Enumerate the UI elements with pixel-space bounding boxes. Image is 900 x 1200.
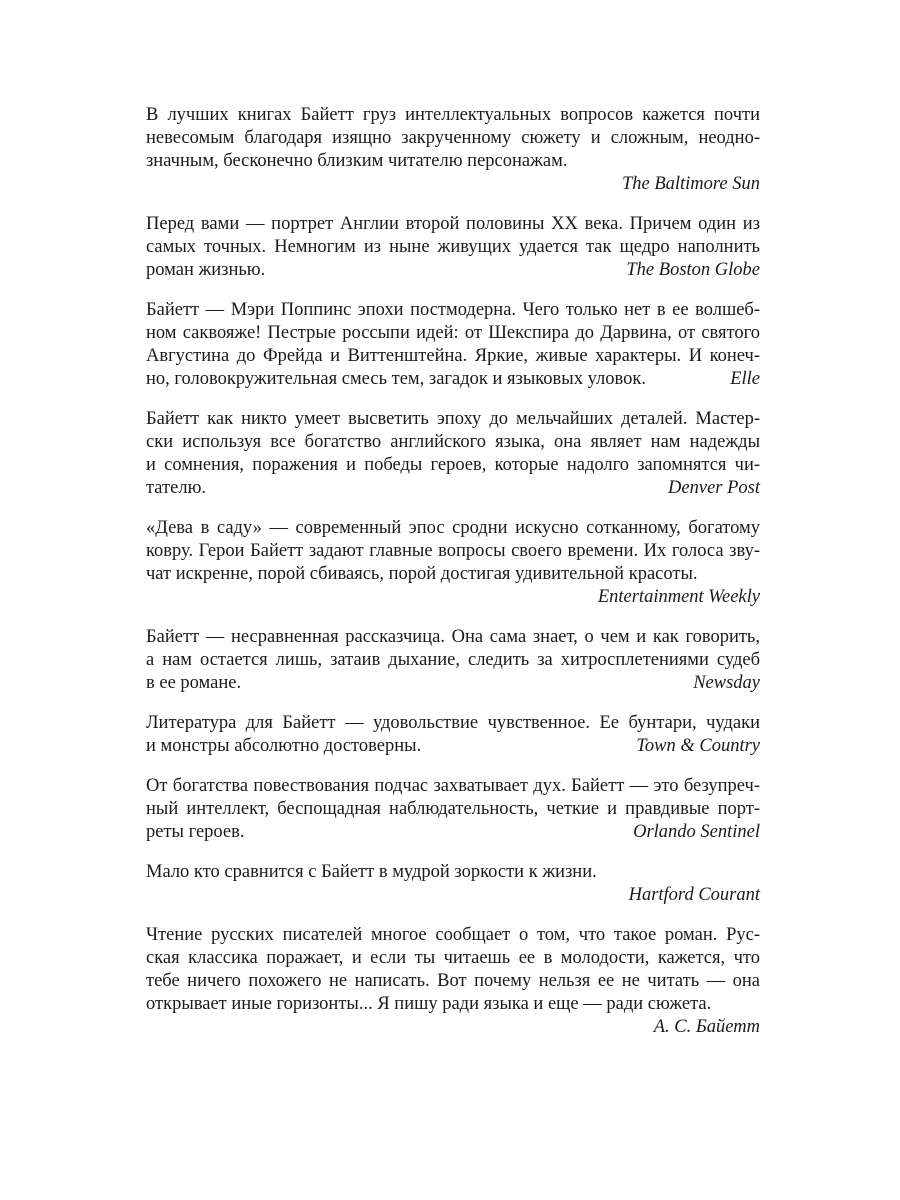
quote-text-line: тебе ничего похожего не написать. Вот почему нельзя ее не читать — она [146, 971, 760, 991]
quote-source: The Boston Globe [626, 260, 760, 280]
review-quotes [146, 104, 760, 1056]
quote-source: Town & Country [636, 736, 760, 756]
quote-text-line: в ее романе. [146, 673, 242, 693]
quote-text-line: Перед вами — портрет Англии второй половины XX века. Причем один из [146, 214, 760, 234]
quote-text-line: роман жизнью. [146, 260, 266, 280]
quote-text-line: тателю. [146, 478, 207, 498]
review-quote [146, 712, 760, 758]
quote-text-line: и сомнения, поражения и победы героев, которые надолго запомнятся чи- [146, 455, 760, 475]
quote-text-line: открывает иные горизонты... Я пишу ради языка и еще — ради сюжета. [146, 994, 712, 1014]
quote-text-line: но, головокружительная смесь тем, загадок и языковых уловок. [146, 369, 646, 389]
review-quote [146, 517, 760, 609]
quote-text-line: В лучших книгах Байетт груз интеллектуальных вопросов кажется почти [146, 105, 760, 125]
quote-text-line: реты героев. [146, 822, 245, 842]
quote-text-line: Байетт — Мэри Поппинс эпохи постмодерна. Чего только нет в ее волшеб- [146, 300, 760, 320]
review-quote [146, 775, 760, 844]
quote-text-line: а нам остается лишь, затаив дыхание, следить за хитросплетениями судеб [146, 650, 760, 670]
review-quote [146, 924, 760, 1039]
quote-text-line: Литература для Байетт — удовольствие чувственное. Ее бунтари, чудаки [146, 713, 760, 733]
review-quote [146, 626, 760, 695]
quote-text-line: ская классика поражает, и если ты читаешь ее в молодости, кажется, что [146, 948, 760, 968]
quote-text-line: Чтение русских писателей многое сообщает о том, что такое роман. Рус- [146, 925, 760, 945]
review-quote [146, 408, 760, 500]
quote-source: Orlando Sentinel [633, 822, 760, 842]
quote-text-line: Мало кто сравнится с Байетт в мудрой зоркости к жизни. [146, 862, 597, 882]
review-quote [146, 861, 760, 907]
quote-source: The Baltimore Sun [621, 174, 760, 194]
quote-source: Denver Post [668, 478, 760, 498]
quote-source: А. С. Байетт [653, 1017, 760, 1037]
quote-text-line: значным, бесконечно близким читателю персонажам. [146, 151, 568, 171]
quote-source: Elle [730, 369, 760, 389]
quote-text-line: чат искренне, порой сбиваясь, порой достигая удивительной красоты. [146, 564, 698, 584]
review-quote [146, 299, 760, 391]
quote-source: Hartford Courant [628, 885, 760, 905]
quote-source: Newsday [693, 673, 760, 693]
quote-text-line: Байетт — несравненная рассказчица. Она сама знает, о чем и как говорить, [146, 627, 760, 647]
quote-text-line: ный интеллект, беспощадная наблюдательность, четкие и правдивые порт- [146, 799, 760, 819]
quote-text-line: ковру. Герои Байетт задают главные вопросы своего времени. Их голоса зву- [146, 541, 760, 561]
quote-text-line: и монстры абсолютно достоверны. [146, 736, 422, 756]
quote-text-line: Августина до Фрейда и Виттенштейна. Яркие, живые характеры. И конеч- [146, 346, 760, 366]
quote-text-line: самых точных. Немногим из ныне живущих удается так щедро наполнить [146, 237, 760, 257]
quote-source: Entertainment Weekly [597, 587, 760, 607]
review-quote [146, 213, 760, 282]
quote-text-line: ски используя все богатство английского языка, она являет нам надежды [146, 432, 760, 452]
quote-text-line: «Дева в саду» — современный эпос сродни искусно сотканному, богатому [146, 518, 760, 538]
quote-text-line: невесомым благодаря изящно закрученному сюжету и сложным, неодно- [146, 128, 760, 148]
quote-text-line: От богатства повествования подчас захватывает дух. Байетт — это безупреч- [146, 776, 760, 796]
quote-text-line: Байетт как никто умеет высветить эпоху до мельчайших деталей. Мастер- [146, 409, 760, 429]
quote-text-line: ном саквояже! Пестрые россыпи идей: от Шекспира до Дарвина, от святого [146, 323, 760, 343]
review-quote [146, 104, 760, 196]
